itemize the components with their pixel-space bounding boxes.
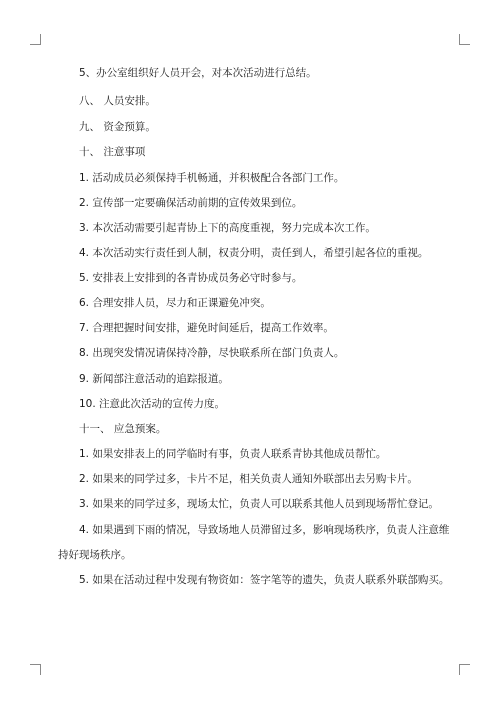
section-heading-emergency: 十一、 应急预案。 bbox=[79, 423, 167, 435]
list-item: 1. 活动成员必须保持手机畅通，并积极配合各部门工作。 bbox=[79, 172, 345, 184]
section-heading-personnel: 八、 人员安排。 bbox=[79, 95, 156, 107]
paragraph-line: 5、办公室组织好人员开会，对本次活动进行总结。 bbox=[79, 67, 317, 79]
list-item: 6. 合理安排人员，尽力和正课避免冲突。 bbox=[79, 297, 271, 309]
list-item-continuation: 持好现场秩序。 bbox=[58, 549, 132, 561]
list-item: 9. 新闻部注意活动的追踪报道。 bbox=[79, 373, 229, 385]
list-item: 1. 如果安排表上的同学临时有事，负责人联系青协其他成员帮忙。 bbox=[79, 448, 387, 460]
list-item: 3. 如果来的同学过多，现场太忙，负责人可以联系其他人员到现场帮忙登记。 bbox=[79, 498, 439, 510]
list-item: 10. 注意此次活动的宣传力度。 bbox=[79, 398, 226, 410]
list-item: 5. 如果在活动过程中发现有物资如：签字笔等的遗失，负责人联系外联部购买。 bbox=[79, 574, 450, 586]
list-item: 8. 出现突发情况请保持冷静，尽快联系所在部门负责人。 bbox=[79, 347, 345, 359]
section-heading-budget: 九、 资金预算。 bbox=[79, 121, 156, 133]
list-item: 2. 宣传部一定要确保活动前期的宣传效果到位。 bbox=[79, 197, 303, 209]
list-item: 4. 本次活动实行责任到人制，权责分明，责任到人，希望引起各位的重视。 bbox=[79, 247, 429, 259]
list-item: 5. 安排表上安排到的各青协成员务必守时参与。 bbox=[79, 272, 303, 284]
list-item: 2. 如果来的同学过多，卡片不足，相关负责人通知外联部出去另购卡片。 bbox=[79, 473, 418, 485]
section-heading-notes: 十、 注意事项 bbox=[79, 146, 146, 158]
list-item: 3. 本次活动需要引起青协上下的高度重视，努力完成本次工作。 bbox=[79, 222, 376, 234]
list-item: 7. 合理把握时间安排，避免时间延后，提高工作效率。 bbox=[79, 322, 334, 334]
list-item: 4. 如果遇到下雨的情况，导致场地人员滞留过多，影响现场秩序，负责人注意维 bbox=[79, 524, 450, 536]
